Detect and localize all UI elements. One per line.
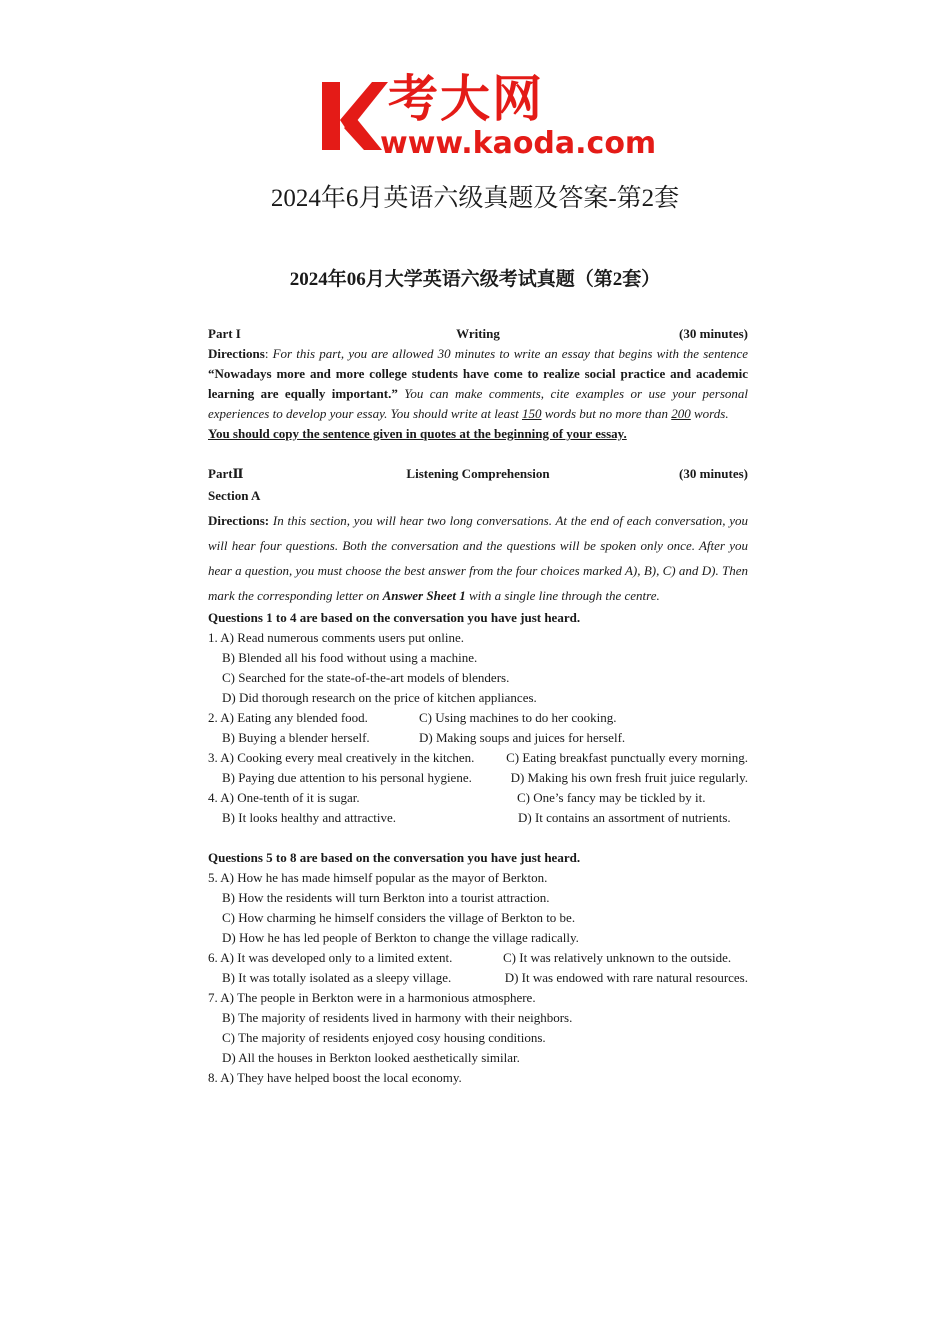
q5-option-d: D) How he has led people of Berkton to change the village radically. bbox=[222, 930, 579, 945]
exam-subtitle: 2024年06月大学英语六级考试真题（第2套） bbox=[289, 269, 661, 290]
q4-row-1: 4. A) One-tenth of it is sugar. C) One’s fancy may be tickled by it. bbox=[208, 790, 706, 805]
q1-option-d: D) Did thorough research on the price of kitchen appliances. bbox=[222, 690, 537, 705]
logo-url: www.kaoda.com bbox=[380, 126, 657, 161]
essay-prompt: “Nowadays more and more college students have come to realize social practice and academic learning are equally important.” bbox=[208, 366, 748, 401]
min-words: 150 bbox=[522, 406, 542, 421]
part2-name: Listening Comprehension bbox=[406, 466, 550, 481]
exam-content bbox=[208, 324, 748, 1088]
answer-sheet-label: Answer Sheet 1 bbox=[382, 588, 466, 603]
q5-option-a: 5. A) How he has made himself popular as the mayor of Berkton. bbox=[208, 870, 548, 885]
q5-option-b: B) How the residents will turn Berkton into a tourist attraction. bbox=[222, 890, 550, 905]
document-title: 2024年6月英语六级真题及答案-第2套 bbox=[270, 185, 680, 212]
part1-header bbox=[208, 324, 748, 344]
part1-directions: Directions: For this part, you are allowed 30 minutes to write an essay that begins with the sentence “Nowadays more and more college students have come to realize social practice and academic learning are equally important.” You can make comments, cite examples or use your personal experiences to develop your essay. You should write at least 150 words but no more than 200 words. bbox=[208, 346, 748, 421]
q5-option-c: C) How charming he himself considers the village of Berkton to be. bbox=[222, 910, 576, 925]
q2-row-2: B) Buying a blender herself. D) Making soups and juices for herself. bbox=[222, 730, 626, 745]
part2-directions: Directions: In this section, you will hear two long conversations. At the end of each conversation, you will hear four questions. Both the conversation and the questions will be spoken only once. After you hear a question, you must choose the best answer from the four choices marked A), B), C) and D). Then mark the corresponding letter on Answer Sheet 1 with a single line through the centre. bbox=[208, 513, 748, 603]
group1-heading: Questions 1 to 4 are based on the conversation you have just heard. bbox=[208, 610, 581, 625]
q2-row-1: 2. A) Eating any blended food. C) Using machines to do her cooking. bbox=[208, 710, 617, 725]
k-logo-icon bbox=[318, 80, 388, 152]
q3-row-2: B) Paying due attention to his personal hygiene. D) Making his own fresh fruit juice regularly. bbox=[222, 770, 748, 785]
q7-option-c: C) The majority of residents enjoyed cosy housing conditions. bbox=[222, 1030, 546, 1045]
part2-time: (30 minutes) bbox=[679, 466, 748, 481]
q1-option-a: 1. A) Read numerous comments users put online. bbox=[208, 630, 464, 645]
part2-header bbox=[208, 464, 748, 484]
q1-option-b: B) Blended all his food without using a machine. bbox=[222, 650, 478, 665]
q6-row-1: 6. A) It was developed only to a limited extent. C) It was relatively unknown to the outside. bbox=[208, 950, 732, 965]
part2-label: PartⅡ bbox=[208, 466, 244, 481]
logo-chinese-name: 考大网 bbox=[388, 70, 544, 128]
q1-option-c: C) Searched for the state-of-the-art models of blenders. bbox=[222, 670, 510, 685]
max-words: 200 bbox=[671, 406, 691, 421]
q7-option-a: 7. A) The people in Berkton were in a harmonious atmosphere. bbox=[208, 990, 536, 1005]
part1-note: You should copy the sentence given in quotes at the beginning of your essay. bbox=[208, 426, 627, 441]
q7-option-b: B) The majority of residents lived in harmony with their neighbors. bbox=[222, 1010, 573, 1025]
directions-label: Directions bbox=[208, 346, 265, 361]
q3-row-1: 3. A) Cooking every meal creatively in the kitchen. C) Eating breakfast punctually every morning. bbox=[208, 750, 748, 765]
q8-option-a: 8. A) They have helped boost the local economy. bbox=[208, 1070, 462, 1085]
part1-label: Part I bbox=[208, 326, 241, 341]
q4-row-2: B) It looks healthy and attractive. D) It contains an assortment of nutrients. bbox=[222, 810, 731, 825]
part1-name: Writing bbox=[456, 326, 500, 341]
part1-time: (30 minutes) bbox=[679, 326, 748, 341]
q6-row-2: B) It was totally isolated as a sleepy village. D) It was endowed with rare natural resources. bbox=[222, 970, 748, 985]
q7-option-d: D) All the houses in Berkton looked aesthetically similar. bbox=[222, 1050, 520, 1065]
group2-heading: Questions 5 to 8 are based on the conversation you have just heard. bbox=[208, 850, 581, 865]
kaoda-logo bbox=[318, 70, 657, 162]
section-a-label: Section A bbox=[208, 488, 261, 503]
